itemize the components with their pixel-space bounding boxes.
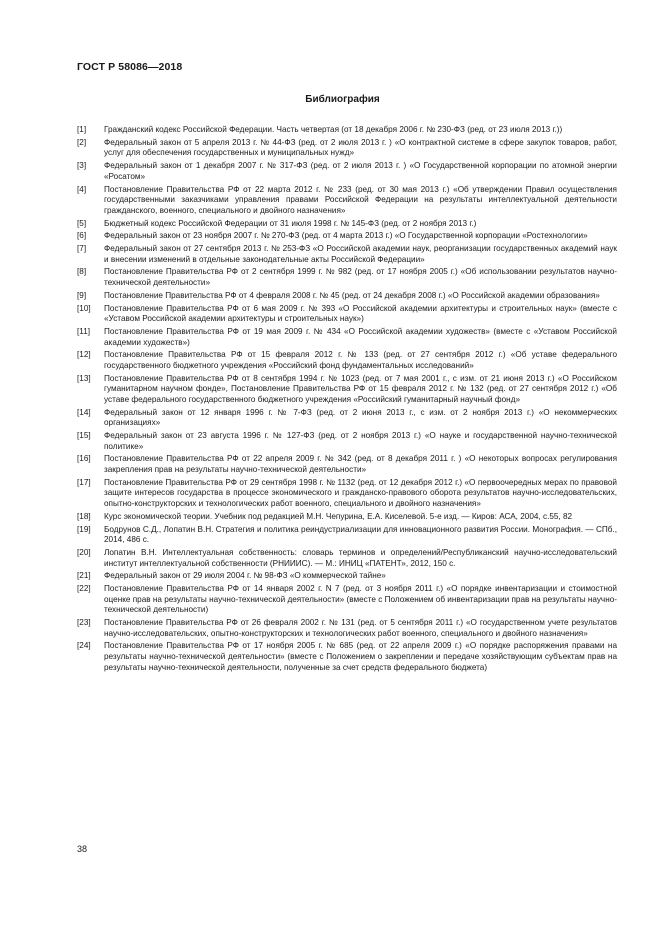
bibliography-entry [77, 267, 617, 288]
entry-number: [18] [77, 511, 91, 521]
bibliography-entry [77, 138, 617, 159]
entry-number: [10] [77, 303, 91, 313]
entry-number: [13] [77, 373, 91, 383]
bibliography-entry [77, 618, 617, 639]
page-title: Библиография [305, 94, 380, 105]
entry-text: Постановление Правительства РФ от 2 сентября 1999 г. № 982 (ред. от 17 ноября 2005 г.) «Об использовании результатов научно-технической деятельности» [104, 267, 617, 288]
entry-number: [24] [77, 641, 91, 651]
bibliography-entry [77, 571, 617, 582]
entry-number: [9] [77, 290, 87, 300]
entry-text: Гражданский кодекс Российской Федерации. Часть четвертая (от 18 декабря 2006 г. № 230-ФЗ (ред. от 23 июля 2013 г.)) [104, 125, 563, 134]
entry-number: [2] [77, 137, 87, 147]
entry-text: Федеральный закон от 29 июля 2004 г. № 98-ФЗ «О коммерческой тайне» [104, 571, 386, 581]
bibliography-entry [77, 408, 617, 429]
bibliography-entry [77, 350, 617, 371]
bibliography-entry [77, 431, 617, 452]
entry-text: Федеральный закон от 27 сентября 2013 г. № 253-ФЗ «О Российской академии наук, реорганизации государственных академий наук и внесении изменений в отдельные законодательные акты Российской Федерации» [104, 244, 617, 264]
bibliography-entry [77, 125, 617, 136]
bibliography-entry [77, 327, 617, 348]
entry-text: Лопатин В.Н. Интеллектуальная собственность: словарь терминов и определений/Республиканский научно-исследовательский институт интеллектуальной собственности (РНИИИС). — М.: ИНИЦ «ПАТЕНТ», 2012, 150 с. [104, 547, 617, 568]
bibliography-entry [77, 641, 617, 673]
standard-header: ГОСТ Р 58086—2018 [77, 61, 183, 73]
entry-text: Постановление Правительства РФ от 14 января 2002 г. N 7 (ред. от 3 ноября 2011 г.) «О порядке инвентаризации и стоимостной оценке прав на результаты научно-технической деятельности» (вместе с Положением об инвентаризации прав на результаты научно-технической деятельности) [104, 584, 617, 615]
entry-text: Федеральный закон от 23 августа 1996 г. № 127-ФЗ (ред. от 2 ноября 2013 г.) «О науке и государственной научно-технической политике» [104, 431, 617, 451]
entry-number: [17] [77, 477, 91, 487]
bibliography-entry [77, 161, 617, 182]
entry-text: Федеральный закон от 5 апреля 2013 г. № 44-ФЗ (ред. от 2 июля 2013 г. ) «О контрактной системе в сфере закупок товаров, работ, услуг для обеспечения государственных и муниципальных нужд» [104, 137, 617, 158]
page-number: 38 [77, 844, 88, 854]
bibliography-list [77, 125, 617, 675]
entry-text: Постановление Правительства РФ от 22 марта 2012 г. № 233 (ред. от 30 мая 2013 г.) «Об утверждении Правил осуществления государственными заказчиками управления правами Российской Федерации на результаты интеллектуальной деятельности гражданского, военного, специального и двойного назначения» [104, 184, 617, 215]
entry-number: [4] [77, 184, 87, 194]
entry-text: Постановление Правительства РФ от 6 мая 2009 г. № 393 «О Российской академии архитектуры и строительных наук» (вместе с «Уставом Российской академии архитектуры и строительных наук») [104, 303, 617, 324]
entry-number: [19] [77, 524, 91, 534]
bibliography-entry [77, 478, 617, 510]
bibliography-entry [77, 584, 617, 616]
entry-number: [14] [77, 407, 91, 417]
entry-text: Постановление Правительства РФ от 15 февраля 2012 г. № 133 (ред. от 27 сентября 2012 г.) «Об уставе федерального государственного бюджетного учреждения «Российский фонд фундаментальных исследований» [104, 350, 617, 370]
entry-text: Федеральный закон от 23 ноября 2007 г. № 270-ФЗ (ред. от 4 марта 2013 г.) «О Государственной корпорации «Ростехнологии» [104, 231, 588, 241]
entry-text: Бодрунов С.Д., Лопатин В.Н. Стратегия и политика реиндустриализации для инновационного развития России. Монография. — СПб., 2014, 486 с. [104, 524, 617, 545]
entry-text: Федеральный закон от 1 декабря 2007 г. № 317-ФЗ (ред. от 2 июля 2013 г. ) «О Государственной корпорации по атомной энергии «Росатом» [104, 161, 617, 181]
entry-number: [23] [77, 618, 91, 628]
entry-text: Постановление Правительства РФ от 8 сентября 1994 г. № 1023 (ред. от 7 мая 2001 г., с изм. от 21 июня 2013 г.) «О Российском гуманитарном научном фонде», Постановление Правительства РФ от 15 февраля 2012 г. № 132 (ред. от 27 сентября 2012 г.) «Об уставе федерального государственного бюджетного учреждения «Российский гуманитарный научный фонд» [104, 373, 617, 404]
entry-number: [5] [77, 218, 87, 228]
entry-number: [16] [77, 454, 91, 464]
entry-number: [8] [77, 267, 87, 277]
entry-number: [6] [77, 231, 87, 241]
entry-text: Федеральный закон от 12 января 1996 г. № 7-ФЗ (ред. от 2 июня 2013 г., с изм. от 2 ноября 2013 г.) «О некоммерческих организациях» [104, 407, 617, 428]
entry-text: Постановление Правительства РФ от 4 февраля 2008 г. № 45 (ред. от 24 декабря 2008 г.) «О Российской академии образования» [104, 290, 600, 300]
bibliography-entry [77, 231, 617, 242]
entry-number: [7] [77, 244, 87, 254]
bibliography-entry [77, 291, 617, 302]
entry-text: Бюджетный кодекс Российской Федерации от 31 июля 1998 г. № 145-ФЗ (ред. от 2 ноября 2013 г.) [104, 218, 477, 228]
entry-text: Постановление Правительства РФ от 22 апреля 2009 г. № 342 (ред. от 8 декабря 2011 г. ) «О некоторых вопросах регулирования закрепления прав на результаты научно-технической деятельности» [104, 454, 617, 475]
entry-number: [20] [77, 547, 91, 557]
entry-text: Постановление Правительства РФ от 19 мая 2009 г. № 434 «О Российской академии художеств» (вместе с «Уставом Российской академии художеств») [104, 326, 617, 347]
entry-number: [15] [77, 431, 91, 441]
bibliography-entry [77, 374, 617, 406]
entry-number: [3] [77, 161, 87, 171]
bibliography-entry [77, 219, 617, 230]
bibliography-entry [77, 512, 617, 523]
bibliography-entry [77, 185, 617, 217]
entry-text: Постановление Правительства РФ от 29 сентября 1998 г. № 1132 (ред. от 12 декабря 2012 г.) «О первоочередных мерах по правовой защите интересов государства в процессе экономического и гражданско-правового оборота результатов научно-исследовательских, опытно-конструкторских и технологических работ военного, специального и двойного назначения» [104, 477, 617, 508]
entry-number: [11] [77, 326, 91, 336]
bibliography-entry [77, 525, 617, 546]
entry-number: [12] [77, 350, 91, 360]
bibliography-entry [77, 548, 617, 569]
entry-number: [22] [77, 584, 91, 594]
bibliography-entry [77, 454, 617, 475]
bibliography-entry [77, 244, 617, 265]
entry-text: Постановление Правительства РФ от 17 ноября 2005 г. № 685 (ред. от 22 апреля 2009 г.) «О порядке распоряжения правами на результаты научно-технической деятельности» (вместе с Положением о закреплении и передаче хозяйствующим субъектам прав на результаты научно-технической деятельности, полученные за счет средств федерального бюджета) [104, 641, 617, 672]
bibliography-entry [77, 304, 617, 325]
entry-number: [1] [77, 125, 87, 134]
entry-text: Постановление Правительства РФ от 26 февраля 2002 г. № 131 (ред. от 5 сентября 2011 г.) «О государственном учете результатов научно-исследовательских, опытно-конструкторских и технологических работ военного, специального и двойного назначения» [104, 618, 617, 638]
entry-text: Курс экономической теории. Учебник под редакцией М.Н. Чепурина, Е.А. Киселевой. 5-е изд. — Киров: АСА, 2004, с.55, 82 [104, 511, 573, 521]
entry-number: [21] [77, 571, 91, 581]
